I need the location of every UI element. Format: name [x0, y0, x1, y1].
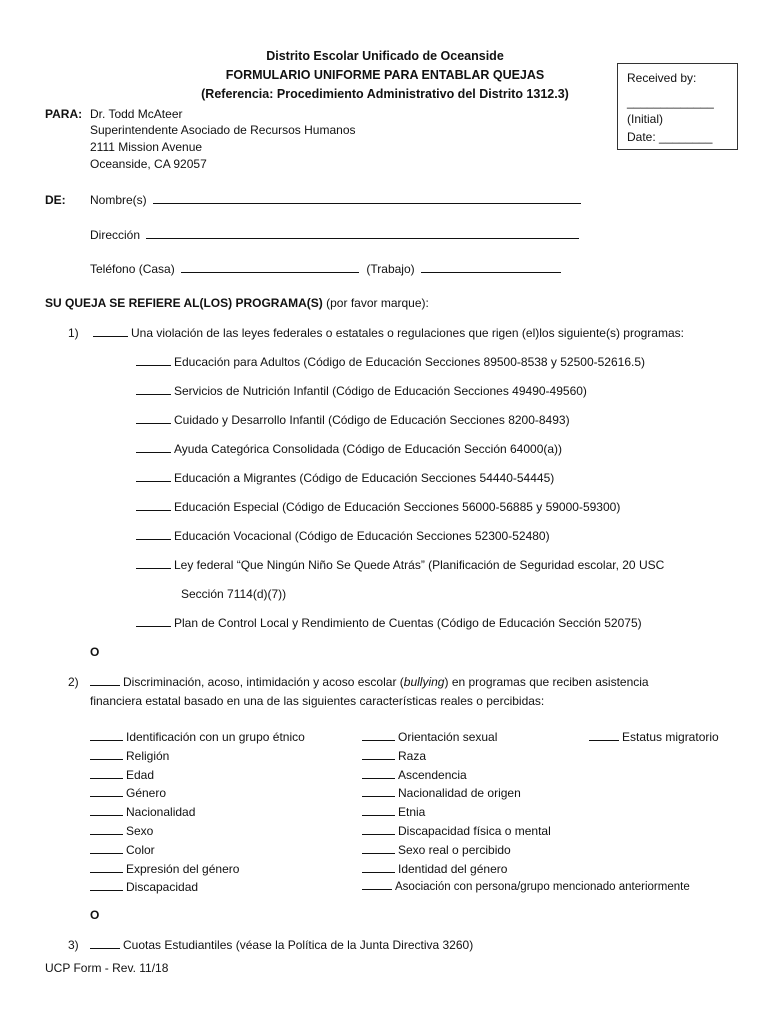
characteristic-checkbox[interactable] — [90, 843, 123, 854]
characteristic-checkbox[interactable] — [362, 786, 395, 797]
name-field[interactable] — [90, 193, 581, 207]
characteristic-item[interactable]: Color — [90, 841, 305, 860]
received-by-blank[interactable]: _____________ — [627, 94, 714, 109]
characteristic-item[interactable]: Discapacidad — [90, 878, 305, 897]
item2-row[interactable] — [90, 675, 649, 689]
characteristic-checkbox[interactable] — [90, 824, 123, 835]
item2-checkbox[interactable] — [90, 675, 120, 686]
program-label: Ley federal “Que Ningún Niño Se Quede Atrás” (Planificación de Seguridad escolar, 20 USC — [174, 558, 665, 572]
characteristic-checkbox[interactable] — [362, 879, 392, 890]
recipient-street: 2111 Mission Avenue — [90, 140, 203, 154]
item2-text-italic: bullying — [403, 675, 445, 689]
characteristic-checkbox[interactable] — [362, 862, 395, 873]
program-item[interactable] — [136, 558, 664, 572]
program-continuation: Sección 7114(d)(7)) — [181, 587, 287, 601]
characteristic-item[interactable]: Identidad del género — [362, 860, 690, 879]
characteristic-item[interactable]: Estatus migratorio — [589, 728, 719, 747]
program-item[interactable] — [136, 471, 554, 485]
characteristic-checkbox[interactable] — [90, 749, 123, 760]
date-field[interactable]: Date: ________ — [627, 129, 713, 144]
item1-checkbox[interactable] — [93, 326, 128, 337]
characteristic-checkbox[interactable] — [90, 805, 123, 816]
characteristic-item[interactable]: Asociación con persona/grupo mencionado anteriormente — [362, 878, 690, 897]
program-label: Cuidado y Desarrollo Infantil (Código de Educación Secciones 8200-8493) — [174, 413, 570, 427]
form-revision: UCP Form - Rev. 11/18 — [45, 961, 169, 975]
program-label: Servicios de Nutrición Infantil (Código de Educación Secciones 49490-49560) — [174, 384, 587, 398]
characteristic-checkbox[interactable] — [589, 730, 619, 741]
recipient-city: Oceanside, CA 92057 — [90, 157, 207, 171]
item2-text-after: ) en programas que reciben asistencia — [444, 675, 649, 689]
characteristic-item[interactable]: Etnia — [362, 803, 690, 822]
program-label: Educación a Migrantes (Código de Educación Secciones 54440-54445) — [174, 471, 555, 485]
program-label: Ayuda Categórica Consolidada (Código de Educación Sección 64000(a)) — [174, 442, 563, 456]
work-phone-blank[interactable] — [421, 262, 561, 273]
characteristic-item[interactable]: Raza — [362, 747, 690, 766]
form-title: FORMULARIO UNIFORME PARA ENTABLAR QUEJAS — [225, 68, 545, 82]
name-label: Nombre(s) — [90, 193, 147, 207]
recipient-name: Dr. Todd McAteer — [90, 107, 183, 121]
characteristic-checkbox[interactable] — [362, 824, 395, 835]
characteristic-item[interactable]: Ascendencia — [362, 766, 690, 785]
characteristic-checkbox[interactable] — [90, 862, 123, 873]
program-checkbox[interactable] — [136, 413, 171, 424]
program-label: Educación Vocacional (Código de Educación Secciones 52300-52480) — [174, 529, 550, 543]
section-heading: SU QUEJA SE REFIERE AL(LOS) PROGRAMA(S) (por favor marque): — [45, 296, 429, 310]
program-item[interactable] — [136, 500, 620, 514]
characteristic-item[interactable]: Expresión del género — [90, 860, 305, 879]
program-item[interactable] — [136, 413, 570, 427]
program-checkbox[interactable] — [136, 616, 171, 627]
form-reference: (Referencia: Procedimiento Administrativo del Distrito 1312.3) — [201, 87, 569, 101]
program-checkbox[interactable] — [136, 558, 171, 569]
district-name: Distrito Escolar Unificado de Oceanside — [266, 49, 504, 63]
program-checkbox[interactable] — [136, 384, 171, 395]
characteristic-checkbox[interactable] — [362, 730, 395, 741]
characteristic-item[interactable]: Sexo — [90, 822, 305, 841]
characteristic-checkbox[interactable] — [90, 880, 123, 891]
item1-row[interactable] — [93, 326, 684, 340]
address-blank[interactable] — [146, 228, 579, 239]
characteristic-item[interactable]: Discapacidad física o mental — [362, 822, 690, 841]
program-checkbox[interactable] — [136, 500, 171, 511]
characteristic-checkbox[interactable] — [362, 805, 395, 816]
characteristic-item[interactable]: Nacionalidad de origen — [362, 784, 690, 803]
characteristic-checkbox[interactable] — [90, 786, 123, 797]
item1-number: 1) — [68, 326, 79, 340]
item2-number: 2) — [68, 675, 79, 689]
characteristic-item[interactable]: Orientación sexual — [362, 728, 690, 747]
characteristic-item[interactable]: Religión — [90, 747, 305, 766]
item3-checkbox[interactable] — [90, 938, 120, 949]
recipient-title: Superintendente Asociado de Recursos Humanos — [90, 123, 356, 137]
characteristic-item[interactable]: Sexo real o percibido — [362, 841, 690, 860]
program-item[interactable] — [136, 616, 642, 630]
characteristic-item[interactable]: Nacionalidad — [90, 803, 305, 822]
characteristic-checkbox[interactable] — [90, 730, 123, 741]
characteristic-item[interactable]: Edad — [90, 766, 305, 785]
received-by-label: Received by: — [627, 71, 697, 85]
program-item[interactable] — [136, 384, 587, 398]
or-separator: O — [90, 908, 100, 922]
program-checkbox[interactable] — [136, 471, 171, 482]
item2-text-line2: financiera estatal basado en una de las siguientes características reales o percibidas: — [90, 694, 545, 708]
characteristics-column-3 — [589, 728, 719, 747]
work-phone-label: (Trabajo) — [366, 262, 415, 276]
program-item[interactable] — [136, 442, 562, 456]
program-label: Educación para Adultos (Código de Educación Secciones 89500-8538 y 52500-52616.5) — [174, 355, 645, 369]
program-checkbox[interactable] — [136, 442, 171, 453]
program-item[interactable] — [136, 529, 550, 543]
characteristic-item[interactable]: Identificación con un grupo étnico — [90, 728, 305, 747]
item3-text: Cuotas Estudiantiles (véase la Política de la Junta Directiva 3260) — [123, 938, 474, 952]
characteristic-checkbox[interactable] — [90, 768, 123, 779]
characteristic-checkbox[interactable] — [362, 749, 395, 760]
characteristics-column-2 — [362, 728, 690, 897]
home-phone-label: Teléfono (Casa) — [90, 262, 175, 276]
de-label: DE: — [45, 193, 66, 207]
item3-number: 3) — [68, 938, 79, 952]
program-checkbox[interactable] — [136, 529, 171, 540]
name-blank[interactable] — [153, 193, 581, 204]
item3-row[interactable] — [90, 938, 473, 952]
characteristic-checkbox[interactable] — [362, 768, 395, 779]
para-label: PARA: — [45, 107, 83, 121]
phone-field[interactable] — [90, 262, 561, 276]
program-label: Plan de Control Local y Rendimiento de Cuentas (Código de Educación Sección 52075) — [174, 616, 642, 630]
characteristic-item[interactable]: Género — [90, 784, 305, 803]
or-separator: O — [90, 645, 100, 659]
address-label: Dirección — [90, 228, 141, 242]
characteristics-column-1 — [90, 728, 305, 897]
item1-text: Una violación de las leyes federales o estatales o regulaciones que rigen (el)los siguiente(s) programas: — [131, 326, 684, 340]
characteristic-checkbox[interactable] — [362, 843, 395, 854]
item2-text-before: Discriminación, acoso, intimidación y acoso escolar ( — [123, 675, 404, 689]
program-item[interactable] — [136, 355, 645, 369]
address-field[interactable] — [90, 228, 579, 242]
initial-label: (Initial) — [627, 112, 664, 126]
received-by-box — [617, 63, 738, 150]
program-checkbox[interactable] — [136, 355, 171, 366]
program-label: Educación Especial (Código de Educación Secciones 56000-56885 y 59000-59300) — [174, 500, 621, 514]
home-phone-blank[interactable] — [181, 262, 359, 273]
